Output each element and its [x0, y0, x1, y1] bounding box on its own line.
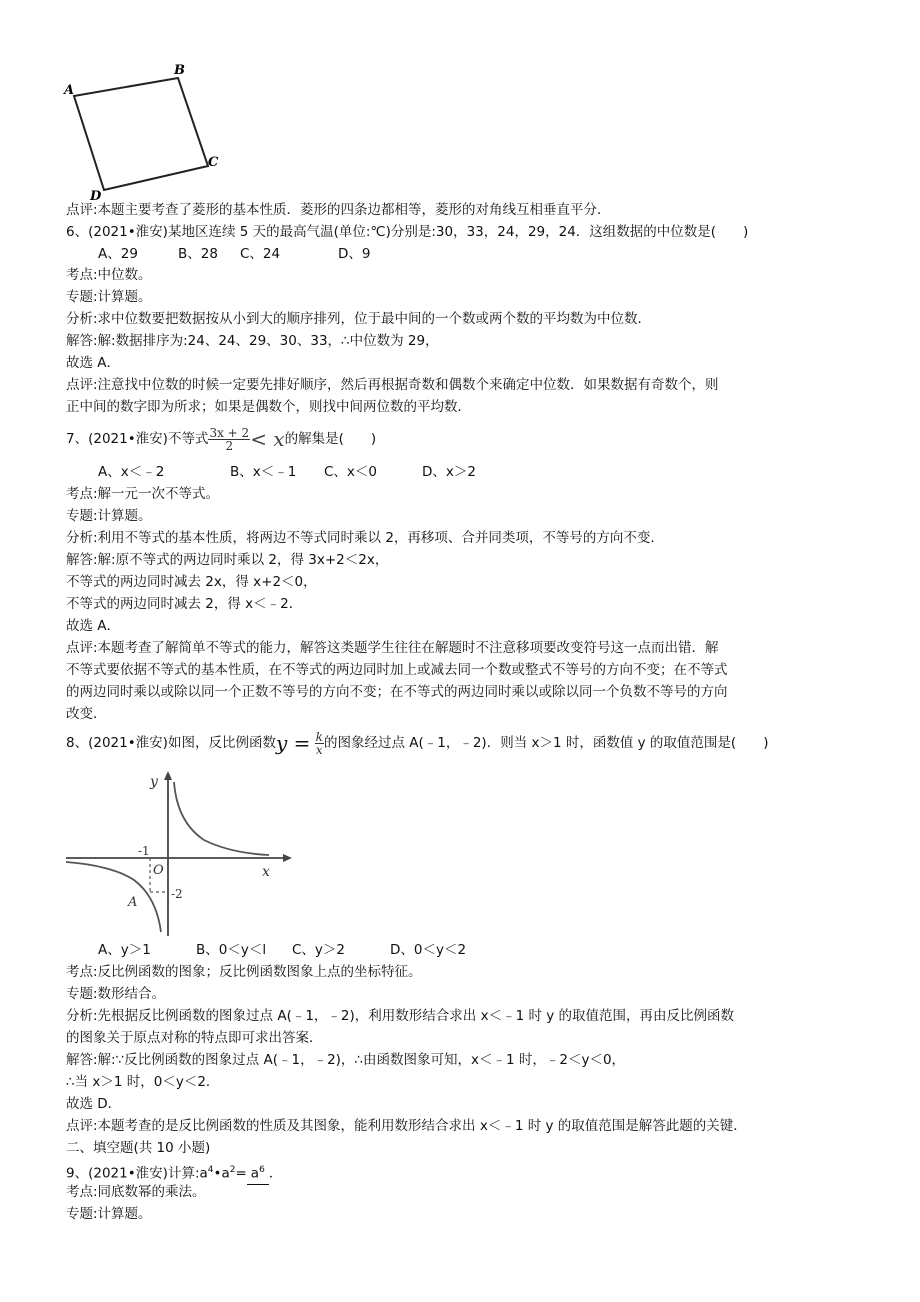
q7-option-d: D、x＞2: [422, 464, 476, 480]
q7-analysis: 分析:利用不等式的基本性质，将两边不等式同时乘以 2，再移项、合并同类项，不等号的方向不变．: [66, 530, 664, 546]
vertex-d-label: D: [90, 189, 102, 203]
q7-fraction: [208, 427, 250, 452]
q8-function-numerator: k: [315, 729, 323, 744]
q8-stem-suffix: 的图象经过点 A(﹣1，﹣2)．则当 x＞1 时，函数值 y 的取值范围是( ): [323, 735, 769, 751]
q7-option-a: A、x＜﹣2: [98, 464, 165, 480]
q6-comment-2: 正中间的数字即为所求；如果是偶数个，则找中间两位数的平均数．: [66, 399, 471, 415]
q7-topic: 专题:计算题。: [66, 508, 152, 524]
q7-stem-suffix: 的解集是( ): [284, 431, 377, 447]
q6-options: [98, 244, 370, 264]
q8-choice: 故选 D．: [66, 1096, 122, 1112]
rhombus-figure: [60, 58, 230, 203]
q7-option-c: C、x＜0: [324, 464, 378, 480]
tick-label-neg2: -2: [171, 887, 183, 901]
q8-stem-prefix: 8、(2021•淮安)如图，反比例函数: [66, 735, 276, 751]
q7-option-b: B、x＜﹣1: [230, 464, 297, 480]
q6-solution: 解答:解:数据排序为:24、24、29、30、33，∴中位数为 29，: [66, 333, 439, 349]
q7-fraction-denominator: 2: [225, 438, 234, 453]
q9-stem-prefix: 9、(2021•淮安)计算:a: [66, 1165, 208, 1182]
hyperbola-graph: [64, 768, 296, 938]
rhombus-shape: [74, 78, 208, 190]
section-2-heading: 二、填空题(共 10 小题): [66, 1140, 211, 1156]
q6-point: 考点:中位数。: [66, 267, 152, 283]
q9-topic: 专题:计算题。: [66, 1206, 152, 1222]
q7-point: 考点:解一元一次不等式。: [66, 486, 220, 502]
tick-label-neg1: -1: [138, 844, 150, 858]
x-axis-label: x: [262, 864, 270, 880]
q8-analysis-1: 分析:先根据反比例函数的图象过点 A(﹣1，﹣2)，利用数形结合求出 x＜﹣1 时 y 的取值范围，再由反比例函数: [66, 1008, 735, 1024]
q6-option-a: A、29: [98, 246, 138, 262]
q7-comment-2: 不等式要依据不等式的基本性质，在不等式的两边同时加上或减去同一个数或整式不等号的方向不变；在不等式: [66, 662, 728, 678]
q7-comment-4: 改变．: [66, 706, 107, 722]
q7-solution-1: 解答:解:原不等式的两边同时乘以 2，得 3x+2＜2x，: [66, 552, 389, 568]
q8-stem: [66, 728, 768, 758]
vertex-a-label: A: [64, 83, 75, 98]
hyperbola-branch-positive: [174, 782, 269, 855]
q8-point: 考点:反比例函数的图象；反比例函数图象上点的坐标特征。: [66, 964, 422, 980]
q6-option-c: C、24: [240, 246, 281, 262]
q7-options: [98, 462, 476, 482]
q5-comment: 点评:本题主要考查了菱形的基本性质．菱形的四条边都相等，菱形的对角线互相垂直平分．: [66, 202, 611, 218]
q9-end: ．: [268, 1165, 283, 1182]
q6-comment-1: 点评:注意找中位数的时候一定要先排好顺序，然后再根据奇数和偶数个来确定中位数．如果数据有奇数个，则: [66, 377, 719, 393]
q9-equals: =: [235, 1165, 247, 1182]
q7-choice: 故选 A．: [66, 618, 121, 634]
q7-stem: [66, 424, 376, 454]
q8-option-b: B、0＜y＜l: [196, 942, 267, 958]
y-axis-label: y: [150, 774, 158, 790]
q8-function-y: y =: [275, 731, 311, 755]
q8-analysis-2: 的图象关于原点对称的特点即可求出答案．: [66, 1030, 323, 1046]
q8-solution-2: ∴当 x＞1 时，0＜y＜2．: [66, 1074, 220, 1090]
q6-choice: 故选 A．: [66, 355, 121, 371]
vertex-c-label: C: [208, 155, 219, 170]
vertex-b-label: B: [174, 63, 185, 78]
q8-topic: 专题:数形结合。: [66, 986, 166, 1002]
q9-stem: [66, 1160, 282, 1185]
point-a-label: A: [128, 895, 138, 910]
q8-option-a: A、y＞1: [98, 942, 151, 958]
y-axis-arrow: [164, 771, 172, 780]
q6-analysis: 分析:求中位数要把数据按从小到大的顺序排列，位于最中间的一个数或两个数的平均数为中位数．: [66, 311, 652, 327]
q9-answer-exponent: 6: [259, 1165, 265, 1175]
q6-option-b: B、28: [178, 246, 218, 262]
q7-fraction-numerator: 3x + 2: [209, 425, 250, 440]
q8-comment: 点评:本题考查的是反比例函数的性质及其图象，能利用数形结合求出 x＜﹣1 时 y 的取值范围是解答此题的关键．: [66, 1118, 747, 1134]
x-axis-arrow: [283, 854, 292, 862]
q7-stem-prefix: 7、(2021•淮安)不等式: [66, 431, 209, 447]
q7-solution-2: 不等式的两边同时减去 2x，得 x+2＜0，: [66, 574, 317, 590]
q6-option-d: D、9: [338, 246, 371, 262]
origin-label: O: [153, 863, 164, 878]
q7-inequality: < x: [250, 427, 285, 451]
q9-dot: •a: [213, 1165, 230, 1182]
q6-stem: 6、(2021•淮安)某地区连续 5 天的最高气温(单位:℃)分别是:30，33，24，29，24．这组数据的中位数是( ): [66, 224, 749, 240]
q8-solution-1: 解答:解:∵反比例函数的图象过点 A(﹣1，﹣2)，∴由函数图象可知，x＜﹣1 时，﹣2＜y＜0，: [66, 1052, 626, 1068]
hyperbola-branch-negative: [66, 862, 161, 932]
q9-answer-blank: [247, 1160, 269, 1185]
q9-answer-base: a: [250, 1165, 260, 1182]
q9-exponent-2: 2: [229, 1165, 236, 1175]
q7-comment-1: 点评:本题考查了解简单不等式的能力，解答这类题学生往往在解题时不注意移项要改变符号这一点而出错．解: [66, 640, 719, 656]
q8-function-denominator: x: [315, 742, 323, 757]
q8-option-d: D、0＜y＜2: [390, 942, 467, 958]
q7-solution-3: 不等式的两边同时减去 2，得 x＜﹣2．: [66, 596, 303, 612]
q8-option-c: C、y＞2: [292, 942, 346, 958]
q7-comment-3: 的两边同时乘以或除以同一个正数不等号的方向不变；在不等式的两边同时乘以或除以同一个负数不等号的方向: [66, 684, 728, 700]
q8-function-fraction: [315, 731, 324, 756]
q9-point: 考点:同底数幂的乘法。: [66, 1184, 206, 1200]
q9-exponent-1: 4: [207, 1165, 214, 1175]
q6-topic: 专题:计算题。: [66, 289, 152, 305]
q8-options: [98, 940, 466, 960]
